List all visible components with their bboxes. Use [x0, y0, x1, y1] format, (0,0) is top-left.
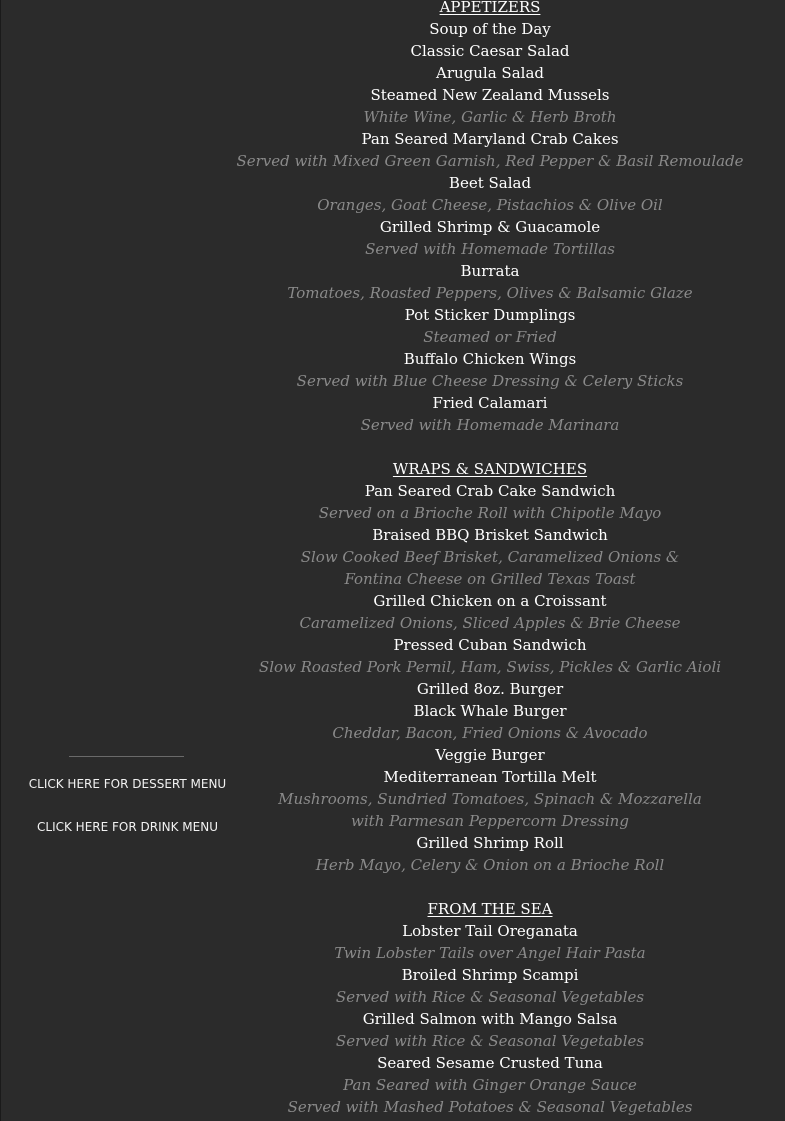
menu-item: Broiled Shrimp Scampi [401, 966, 579, 984]
menu-item-description: Served on a Brioche Roll with Chipotle Mayo [318, 504, 662, 522]
menu-item: Pan Seared Maryland Crab Cakes [361, 130, 619, 148]
menu-item: Soup of the Day [429, 20, 551, 38]
menu-item-description: Oranges, Goat Cheese, Pistachios & Olive Oil [317, 196, 663, 214]
menu-item-description: Herb Mayo, Celery & Onion on a Brioche Roll [315, 856, 665, 874]
menu-item-description: Cheddar, Bacon, Fried Onions & Avocado [332, 724, 648, 742]
menu-item: Grilled Shrimp & Guacamole [379, 218, 601, 236]
section-heading-appetizers: APPETIZERS [439, 0, 541, 16]
menu-item: Fried Calamari [432, 394, 548, 412]
menu-item: Pressed Cuban Sandwich [393, 636, 587, 654]
menu-item-description: Served with Homemade Tortillas [365, 240, 615, 258]
menu-item: Veggie Burger [435, 746, 545, 764]
menu-item-description: Pan Seared with Ginger Orange Sauce [343, 1076, 637, 1094]
menu-item-description: Served with Mashed Potatoes & Seasonal Vegetables [287, 1098, 693, 1116]
drink-menu-link[interactable]: CLICK HERE FOR DRINK MENU [37, 820, 218, 834]
menu-content [220, 0, 760, 1118]
section-heading-wraps-sandwiches: WRAPS & SANDWICHES [392, 460, 588, 478]
section-heading-from-the-sea: FROM THE SEA [427, 900, 553, 918]
menu-item: Braised BBQ Brisket Sandwich [372, 526, 608, 544]
menu-item-description: Served with Rice & Seasonal Vegetables [335, 1032, 645, 1050]
menu-item-description: White Wine, Garlic & Herb Broth [363, 108, 617, 126]
menu-item-description: with Parmesan Peppercorn Dressing [351, 812, 629, 830]
menu-item: Classic Caesar Salad [410, 42, 570, 60]
menu-item-description: Served with Mixed Green Garnish, Red Pepper & Basil Remoulade [236, 152, 744, 170]
menu-item: Seared Sesame Crusted Tuna [377, 1054, 603, 1072]
menu-item: Pan Seared Crab Cake Sandwich [364, 482, 616, 500]
menu-item-description: Mushrooms, Sundried Tomatoes, Spinach & Mozzarella [278, 790, 702, 808]
section-spacer [220, 436, 760, 458]
menu-item-description: Served with Homemade Marinara [360, 416, 620, 434]
menu-item: Steamed New Zealand Mussels [370, 86, 610, 104]
menu-item: Burrata [460, 262, 520, 280]
menu-item-description: Served with Rice & Seasonal Vegetables [335, 988, 645, 1006]
menu-item-description: Caramelized Onions, Sliced Apples & Brie Cheese [299, 614, 681, 632]
menu-item: Arugula Salad [436, 64, 544, 82]
menu-item: Grilled 8oz. Burger [416, 680, 564, 698]
menu-item: Black Whale Burger [413, 702, 567, 720]
menu-item: Grilled Salmon with Mango Salsa [362, 1010, 618, 1028]
menu-item-description: Twin Lobster Tails over Angel Hair Pasta [334, 944, 646, 962]
dessert-menu-link[interactable]: CLICK HERE FOR DESSERT MENU [28, 777, 227, 791]
menu-item-description: Steamed or Fried [423, 328, 557, 346]
menu-item: Buffalo Chicken Wings [403, 350, 577, 368]
sidebar [0, 0, 255, 1121]
section-spacer [220, 876, 760, 898]
menu-item-description: Fontina Cheese on Grilled Texas Toast [344, 570, 636, 588]
menu-item: Grilled Shrimp Roll [416, 834, 564, 852]
menu-item-description: Served with Blue Cheese Dressing & Celery Sticks [296, 372, 684, 390]
menu-item: Mediterranean Tortilla Melt [383, 768, 597, 786]
menu-item: Lobster Tail Oreganata [402, 922, 578, 940]
menu-item: Pot Sticker Dumplings [404, 306, 576, 324]
menu-item-description: Slow Cooked Beef Brisket, Caramelized Onions & [300, 548, 680, 566]
sidebar-divider [69, 756, 184, 757]
menu-item: Beet Salad [448, 174, 532, 192]
menu-item-description: Tomatoes, Roasted Peppers, Olives & Balsamic Glaze [287, 284, 693, 302]
menu-item-description: Slow Roasted Pork Pernil, Ham, Swiss, Pickles & Garlic Aioli [258, 658, 722, 676]
menu-item: Grilled Chicken on a Croissant [373, 592, 607, 610]
